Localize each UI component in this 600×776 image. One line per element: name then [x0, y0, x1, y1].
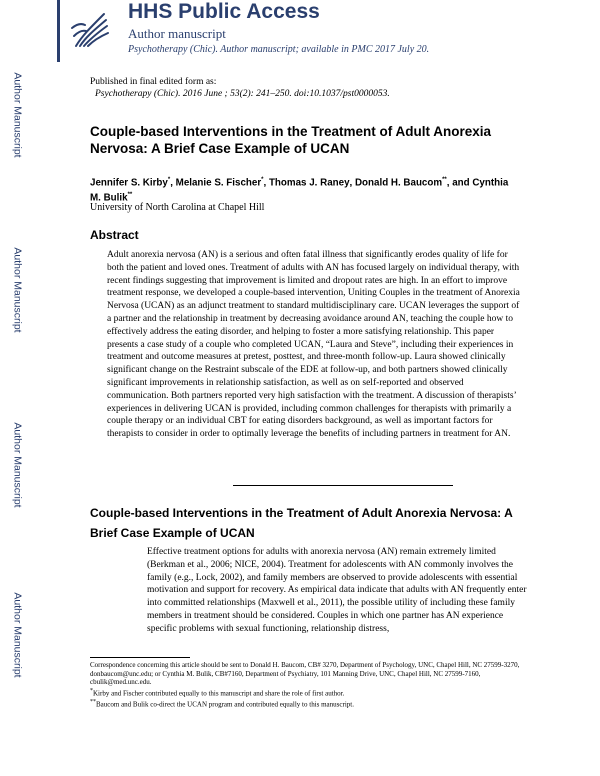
header-title: HHS Public Access — [128, 0, 320, 23]
footnote-co-direct: **Baucom and Bulik co-direct the UCAN program and contributed equally to this manuscript. — [90, 698, 354, 709]
header-subtitle: Author manuscript — [128, 26, 226, 41]
author-name: Donald H. Baucom — [354, 177, 443, 189]
margin-label-2: Author Manuscript — [12, 247, 24, 333]
footnotes — [90, 661, 525, 709]
header-divider — [57, 0, 60, 62]
footnote-divider — [90, 657, 190, 658]
citation-line: Psychotherapy (Chic). 2016 June ; 53(2): 241–250. doi:10.1037/pst0000053. — [95, 89, 390, 99]
footnote-correspondence: Correspondence concerning this article should be sent to Donald H. Baucom, CB# 3270, Department of Psychology, UNC, Chapel Hill, NC 27599-3270, donbaucom@unc.edu; or Cynthia M. Bulik, CB#7160, Department of Psychiatry, 101 Manning Drive, UNC, Chapel Hill, NC 27599-7160, cbulik@med.unc.edu. — [90, 661, 520, 687]
hhs-eagle-logo-icon — [68, 6, 112, 50]
published-label: Published in final edited form as: — [90, 77, 217, 87]
margin-label-3: Author Manuscript — [12, 422, 24, 508]
abstract-heading: Abstract — [90, 228, 139, 242]
footnote-first-author: *Kirby and Fischer contributed equally to this manuscript and share the role of first author. — [90, 687, 345, 698]
section-title: Couple-based Interventions in the Treatment of Adult Anorexia Nervosa: A Brief Case Example of UCAN — [90, 506, 513, 540]
author-name: Cynthia M. Bulik — [90, 177, 509, 204]
author-list: Jennifer S. Kirby*, Melanie S. Fischer*, Thomas J. Raney, Donald H. Baucom**, and Cynthia M. Bulik** — [90, 177, 509, 204]
header-journal-line: Psychotherapy (Chic). Author manuscript; available in PMC 2017 July 20. — [128, 44, 430, 55]
author-name: Jennifer S. Kirby — [90, 177, 168, 189]
section-body: Effective treatment options for adults with anorexia nervosa (AN) remain extremely limited (Berkman et al., 2006; NICE, 2004). Treatment for adolescents with AN commonly involves the family (e.g., Lock, 2002), and family members are observed to provide adolescents with essential motivation and support for recovery. As empirical data indicate that adults with AN frequently enter into committed relationships (Maxwell et al., 2011), the possible utility of including these family members in treatment should be considered. Couples in which one partner has AN experience specific problems with sexual functioning, relationship distress, — [147, 547, 527, 634]
author-name: Thomas J. Raney — [268, 177, 350, 189]
margin-label-1: Author Manuscript — [12, 72, 24, 158]
affiliation: University of North Carolina at Chapel Hill — [90, 202, 265, 213]
author-name: Melanie S. Fischer — [175, 177, 262, 189]
abstract-divider — [233, 485, 453, 486]
article-title: Couple-based Interventions in the Treatment of Adult Anorexia Nervosa: A Brief Case Example of UCAN — [90, 124, 492, 156]
abstract-text: Adult anorexia nervosa (AN) is a serious and often fatal illness that significantly erodes quality of life for both the patient and loved ones. Treatment of adults with AN has focused largely on individual therapy, with recent findings suggesting that improvement is limited and dropout rates are high. In an effort to improve treatment response, we developed a couple-based intervention, Uniting Couples in the treatment of Anorexia Nervosa (UCAN) as an adjunct treatment to standard multidisciplinary care. UCAN leverages the support of a partner and the relationship in treatment by decreasing avoidance around AN, teaching the couple how to effectively address the eating disorder, and helping to foster a more satisfying relationship. This paper presents a case study of a couple who completed UCAN, “Laura and Steve”, including their experiences in treatment and outcome measures at pretest, posttest, and three-month follow-up. Laura showed clinically significant change on the Restraint subscale of the EDE at follow-up, and both partners showed clinically significant improvements in relationship satisfaction, as well as on self-reported and observed communication. Both partners reported very high satisfaction with the treatment. A discussion of therapists’ experiences in delivering UCAN is provided, including common challenges for therapists with primarily a couple therapy or an individual CBT for eating disorders background, as well as important factors for therapists to consider in order to optimally leverage the benefits of including partners in treatment for AN. — [107, 250, 520, 440]
margin-label-4: Author Manuscript — [12, 592, 24, 678]
